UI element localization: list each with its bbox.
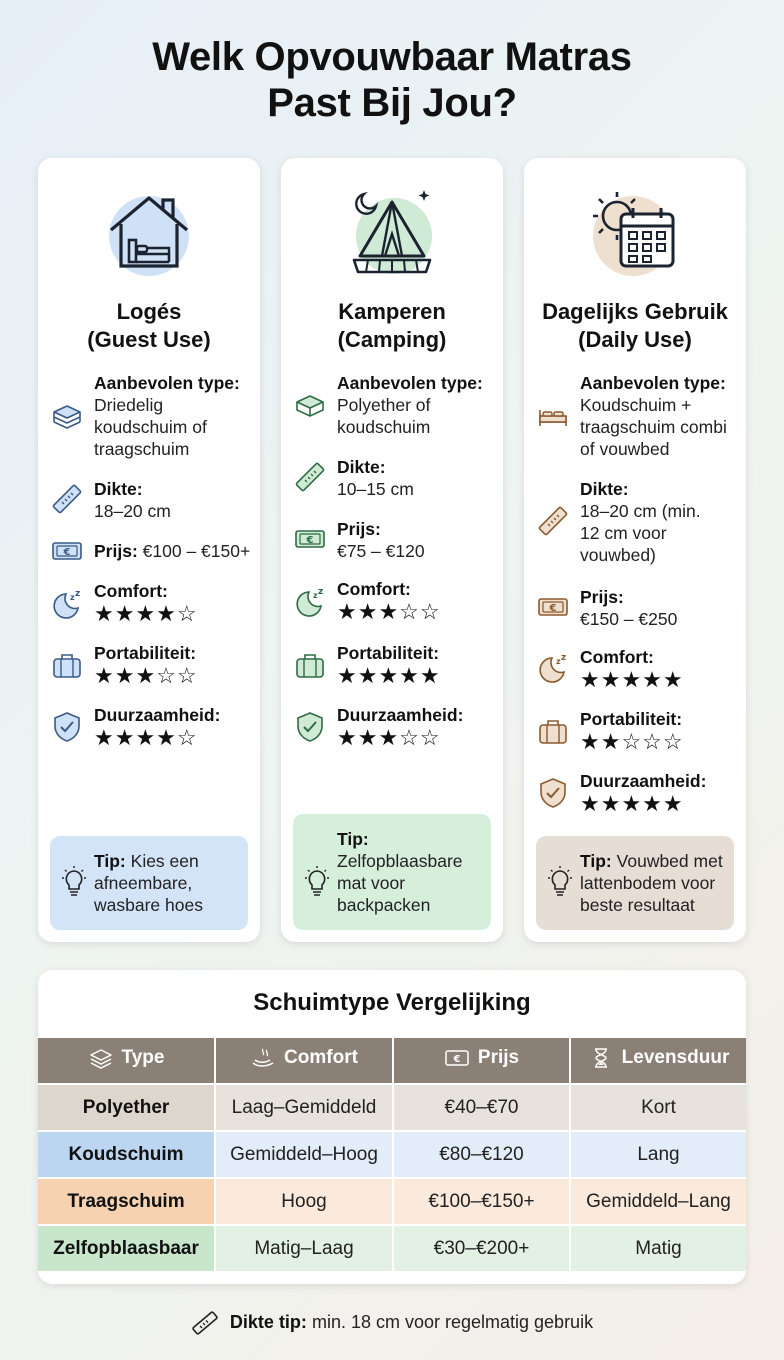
- row-lifespan: Gemiddeld–Lang: [570, 1178, 746, 1225]
- durability-stars: ★★★☆☆: [337, 725, 441, 750]
- row-lifespan: Kort: [570, 1084, 746, 1131]
- table-row: [38, 1131, 746, 1178]
- card-title: Dagelijks Gebruik (Daily Use): [542, 299, 728, 352]
- title-line-2: Past Bij Jou?: [267, 81, 517, 125]
- footer-tip: [0, 1308, 784, 1336]
- sun-calendar-icon: [585, 182, 685, 282]
- svg-text:€: €: [549, 603, 557, 614]
- ruler-icon: [536, 504, 570, 538]
- footer-text: min. 18 cm voor regelmatig gebruik: [311, 1312, 594, 1332]
- tip-box: Tip: Zelfopblaasbare mat voor backpacken: [293, 814, 491, 930]
- suitcase-icon: [293, 648, 327, 682]
- svg-text:z: z: [318, 587, 324, 597]
- row-type: Polyether: [38, 1084, 215, 1131]
- row-price: €30–€200+: [393, 1225, 570, 1272]
- comfort-stars: ★★★★☆: [94, 601, 198, 626]
- card-daily: [524, 158, 746, 942]
- suitcase-icon: [50, 648, 84, 682]
- feature-comfort: Comfort: ★★★★★: [580, 646, 740, 692]
- ruler-icon: [50, 482, 84, 516]
- svg-text:z: z: [561, 653, 567, 663]
- tip-box: Tip: Kies een afneembare, wasbare hoes: [50, 836, 248, 930]
- comfort-stars: ★★★☆☆: [337, 599, 441, 624]
- header-price: € Prijs: [393, 1038, 570, 1084]
- euro-note-icon: [444, 1047, 470, 1069]
- feature-thickness: Dikte: 18–20 cm: [94, 479, 171, 521]
- shield-check-icon: [50, 710, 84, 744]
- comparison-card: [38, 970, 746, 1284]
- row-lifespan: Lang: [570, 1131, 746, 1178]
- durability-stars: ★★★★★: [580, 791, 684, 816]
- feature-price: Prijs: €150 – €250: [580, 587, 678, 629]
- feature-portability: Portabiliteit: ★★★★★: [337, 642, 497, 688]
- row-type: Traagschuim: [38, 1178, 215, 1225]
- svg-text:z: z: [556, 657, 561, 666]
- lightbulb-icon: [303, 866, 331, 898]
- feature-type: Aanbevolen type: Polyether of koudschuim: [337, 373, 483, 437]
- card-camping: [281, 158, 503, 942]
- hand-wave-icon: [250, 1047, 276, 1069]
- euro-note-icon: [536, 590, 570, 624]
- table-row: [38, 1178, 746, 1225]
- header-type: Type: [38, 1038, 215, 1084]
- durability-stars: ★★★★☆: [94, 725, 198, 750]
- feature-durability: Duurzaamheid: ★★★★★: [580, 770, 740, 816]
- row-price: €40–€70: [393, 1084, 570, 1131]
- house-bed-icon: [99, 182, 199, 282]
- page-title: [0, 34, 784, 126]
- feature-durability: Duurzaamheid: ★★★☆☆: [337, 704, 497, 750]
- row-comfort: Matig–Laag: [215, 1225, 393, 1272]
- feature-portability: Portabiliteit: ★★☆☆☆: [580, 708, 740, 754]
- shield-check-icon: [536, 776, 570, 810]
- tip-box: Tip: Vouwbed met lattenbodem voor beste resultaat: [536, 836, 734, 930]
- euro-note-icon: [50, 534, 84, 568]
- table-row: [38, 1225, 746, 1272]
- feature-comfort: Comfort: ★★★★☆: [94, 580, 254, 626]
- portability-stars: ★★★★★: [337, 663, 441, 688]
- suitcase-icon: [536, 714, 570, 748]
- card-guest: [38, 158, 260, 942]
- feature-thickness: Dikte: 18–20 cm (min. 12 cm voor vouwbed): [580, 479, 701, 565]
- portability-stars: ★★☆☆☆: [580, 729, 684, 754]
- tent-icon: [342, 182, 442, 282]
- feature-price: Prijs: €75 – €120: [337, 519, 425, 561]
- table-header-row: [38, 1038, 746, 1084]
- moon-sleep-icon: [50, 586, 84, 620]
- svg-text:€: €: [453, 1053, 461, 1065]
- comparison-table: [38, 1038, 746, 1273]
- bed-icon: [536, 400, 570, 434]
- feature-durability: Duurzaamheid: ★★★★☆: [94, 704, 254, 750]
- row-comfort: Hoog: [215, 1178, 393, 1225]
- ruler-icon: [191, 1310, 219, 1336]
- svg-text:€: €: [306, 535, 314, 546]
- title-line-1: Welk Opvouwbaar Matras: [152, 35, 632, 79]
- row-lifespan: Matig: [570, 1225, 746, 1272]
- row-comfort: Laag–Gemiddeld: [215, 1084, 393, 1131]
- feature-comfort: Comfort: ★★★☆☆: [337, 578, 497, 624]
- header-lifespan: Levensduur: [570, 1038, 746, 1084]
- euro-note-icon: [293, 522, 327, 556]
- moon-sleep-icon: [293, 584, 327, 618]
- svg-text:z: z: [70, 593, 75, 602]
- foam-layers-icon: [293, 390, 327, 424]
- shield-check-icon: [293, 710, 327, 744]
- comparison-title: Schuimtype Vergelijking: [253, 989, 531, 1016]
- portability-stars: ★★★☆☆: [94, 663, 198, 688]
- comfort-stars: ★★★★★: [580, 667, 684, 692]
- svg-text:z: z: [313, 591, 318, 600]
- table-row: [38, 1084, 746, 1131]
- feature-thickness: Dikte: 10–15 cm: [337, 457, 414, 499]
- lightbulb-icon: [546, 866, 574, 898]
- card-title: Logés (Guest Use): [87, 299, 211, 352]
- card-title: Kamperen (Camping): [337, 299, 447, 352]
- feature-portability: Portabiliteit: ★★★☆☆: [94, 642, 254, 688]
- row-price: €80–€120: [393, 1131, 570, 1178]
- row-comfort: Gemiddeld–Hoog: [215, 1131, 393, 1178]
- row-type: Zelfopblaasbaar: [38, 1225, 215, 1272]
- row-type: Koudschuim: [38, 1131, 215, 1178]
- feature-type: Aanbevolen type: Driedelig koudschuim of traagschuim: [94, 373, 240, 459]
- ruler-icon: [293, 460, 327, 494]
- feature-price: Prijs: €100 – €150+: [94, 541, 251, 561]
- svg-text:z: z: [75, 589, 81, 599]
- lightbulb-icon: [60, 866, 88, 898]
- feature-type: Aanbevolen type: Koudschuim + traagschuim combi of vouwbed: [580, 373, 727, 459]
- row-price: €100–€150+: [393, 1178, 570, 1225]
- svg-text:€: €: [63, 547, 71, 558]
- moon-sleep-icon: [536, 650, 570, 684]
- header-comfort: Comfort: [215, 1038, 393, 1084]
- footer-label: Dikte tip:: [229, 1312, 307, 1332]
- foam-layers-icon: [50, 400, 84, 434]
- hourglass-icon: [588, 1047, 614, 1069]
- layers-icon: [88, 1047, 114, 1069]
